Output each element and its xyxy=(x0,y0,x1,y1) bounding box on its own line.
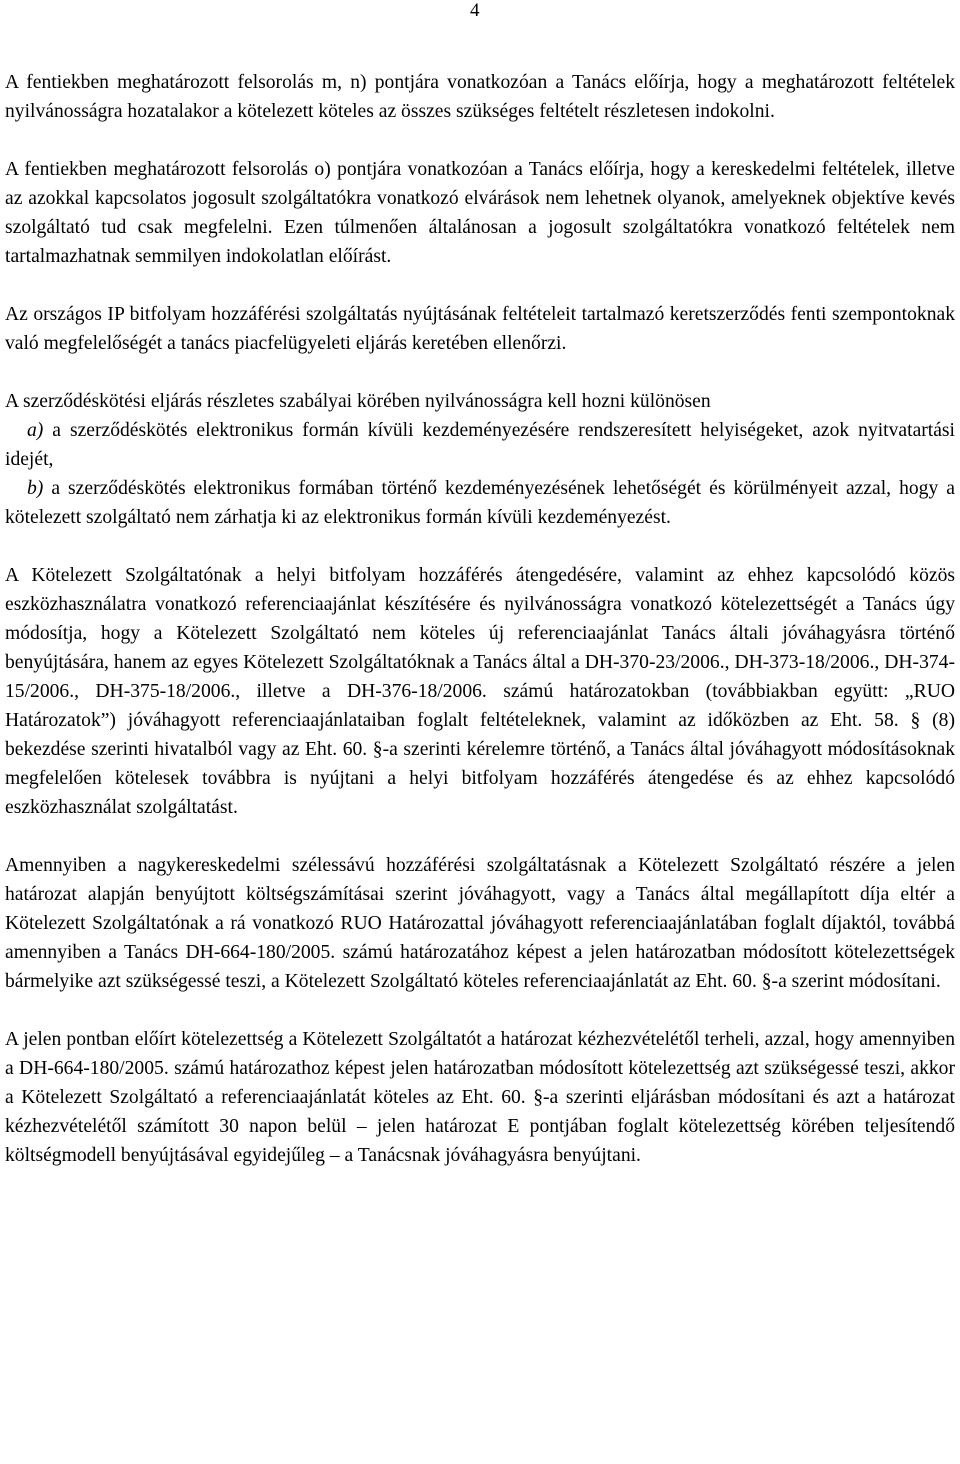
list-item-label: b) xyxy=(27,478,44,499)
paragraph-1: A fentiekben meghatározott felsorolás m, n) pontjára vonatkozóan a Tanács előírja, hogy a meghatározott feltételek nyilvánosságra hozatalakor a kötelezett köteles az összes szükséges feltételt részletesen indokolni. xyxy=(5,72,955,122)
list-item-a xyxy=(5,416,955,474)
list-item-text: a szerződéskötés elektronikus formán kívüli kezdeményezésére rendszeresített helyiségeket, azok nyitvatartási idejét, xyxy=(5,420,955,470)
paragraph-3: Az országos IP bitfolyam hozzáférési szolgáltatás nyújtásának feltételeit tartalmazó keretszerződés fenti szempontoknak való megfelelőségét a tanács piacfelügyeleti eljárás keretében ellenőrzi. xyxy=(5,304,955,354)
list-item-text: a szerződéskötés elektronikus formában történő kezdeményezésének lehetőségét és körülményeit azzal, hogy a kötelezett szolgáltató nem zárhatja ki az elektronikus formán kívüli kezdeményezést. xyxy=(5,478,955,528)
list-item-b xyxy=(5,474,955,532)
paragraph-6: Amennyiben a nagykereskedelmi szélessávú hozzáférési szolgáltatásnak a Kötelezett Szolgáltató részére a jelen határozat alapján benyújtott költségszámításai szerint jóváhagyott, vagy a Tanács által megállapított díja eltér a Kötelezett Szolgáltatónak a rá vonatkozó RUO Határozattal jóváhagyott referenciaajánlatában foglalt díjaktól, továbbá amennyiben a Tanács DH-664-180/2005. számú határozatához képest a jelen határozatban módosított kötelezettségek bármelyike azt szükségessé teszi, a Kötelezett Szolgáltató köteles referenciaajánlatát az Eht. 60. §-a szerint módosítani. xyxy=(5,855,955,992)
document-body xyxy=(5,68,955,1199)
page-number: 4 xyxy=(470,0,480,21)
paragraph-7: A jelen pontban előírt kötelezettség a Kötelezett Szolgáltatót a határozat kézhezvételétől terheli, azzal, hogy amennyiben a DH-664-180/2005. számú határozathoz képest jelen határozatban módosított kötelezettség azt szükségessé teszi, akkor a Kötelezett Szolgáltató a referenciaajánlatát köteles az Eht. 60. §-a szerinti eljárásban módosítani és azt a határozat kézhezvételétől számított 30 napon belül – jelen határozat E pontjában foglalt kötelezettség körében teljesítendő költségmodell benyújtásával egyidejűleg – a Tanácsnak jóváhagyásra benyújtani. xyxy=(5,1029,955,1166)
paragraph-5: A Kötelezett Szolgáltatónak a helyi bitfolyam hozzáférés átengedésére, valamint az ehhez kapcsolódó közös eszközhasználatra vonatkozó referenciaajánlat készítésére és nyilvánosságra vonatkozó kötelezettségét a Tanács úgy módosítja, hogy a Kötelezett Szolgáltató nem köteles új referenciaajánlat Tanács általi jóváhagyásra történő benyújtására, hanem az egyes Kötelezett Szolgáltatóknak a Tanács által a DH-370-23/2006., DH-373-18/2006., DH-374-15/2006., DH-375-18/2006., illetve a DH-376-18/2006. számú határozatokban (továbbiakban együtt: „RUO Határozatok”) jóváhagyott referenciaajánlataiban foglalt feltételeknek, valamint az időközben az Eht. 58. § (8) bekezdése szerinti hivatalból vagy az Eht. 60. §-a szerinti kérelemre történő, a Tanács által jóváhagyott módosításoknak megfelelően kötelesek továbbra is nyújtani a helyi bitfolyam hozzáférés átengedése és az ehhez kapcsolódó eszközhasználat szolgáltatást. xyxy=(5,565,955,818)
paragraph-4-intro: A szerződéskötési eljárás részletes szabályai körében nyilvánosságra kell hozni különösen xyxy=(5,391,711,412)
paragraph-2: A fentiekben meghatározott felsorolás o) pontjára vonatkozóan a Tanács előírja, hogy a kereskedelmi feltételek, illetve az azokkal kapcsolatos jogosult szolgáltatókra vonatkozó elvárások nem lehetnek olyanok, amelyeknek objektíve kevés szolgáltató tud csak megfelelni. Ezen túlmenően általánosan a jogosult szolgáltatókra vonatkozó feltételek nem tartalmazhatnak semmilyen indokolatlan előírást. xyxy=(5,159,955,267)
list-item-label: a) xyxy=(27,420,44,441)
